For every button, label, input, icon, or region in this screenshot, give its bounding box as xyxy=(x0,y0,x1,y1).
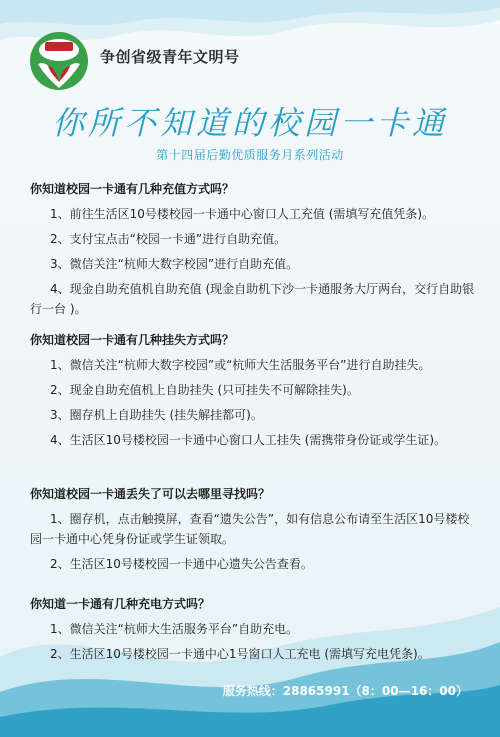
faq-item: 1、微信关注“杭师大生活服务平台”自助充电。 xyxy=(50,622,299,636)
faq-item: 2、现金自助充值机上自助挂失 (只可挂失不可解除挂失)。 xyxy=(50,383,359,397)
service-hotline: 服务热线：28865991（8：00—16：00） xyxy=(222,684,468,698)
faq-item: 1、圈存机，点击触摸屏，查看“遗失公告”，如有信息公布请至生活区10号楼校园一卡通中心凭身份证或学生证领取。 xyxy=(30,512,470,546)
faq-item: 1、前往生活区10号楼校园一卡通中心窗口人工充值 (需填写充值凭条)。 xyxy=(50,207,435,221)
faq-item: 4、现金自助充值机自助充值 (现金自助机下沙一卡通服务大厅两台，交行自助银行一台 )。 xyxy=(30,282,475,316)
faq-section-report-loss xyxy=(30,331,446,455)
faq-question: 你知道校园一卡通丢失了可以去哪里寻找吗？ xyxy=(30,487,271,501)
faq-item: 2、支付宝点击“校园一卡通”进行自助充值。 xyxy=(50,232,287,246)
faq-item: 3、圈存机上自助挂失 (挂失解挂都可)。 xyxy=(50,408,263,422)
faq-item: 2、生活区10号楼校园一卡通中心遗失公告查看。 xyxy=(50,557,313,571)
faq-question: 你知道一卡通有几种充电方式吗？ xyxy=(30,597,211,611)
page-title: 你所不知道的校园一卡通 xyxy=(51,104,448,142)
faq-section-electricity xyxy=(30,595,430,669)
faq-question: 你知道校园一卡通有几种挂失方式吗？ xyxy=(30,333,235,347)
faq-item: 3、微信关注“杭师大数字校园”进行自助充值。 xyxy=(50,257,299,271)
faq-item: 4、生活区10号楼校园一卡通中心窗口人工挂失 (需携带身份证或学生证)。 xyxy=(50,433,447,447)
page-subtitle: 第十四届后勤优质服务月系列活动 xyxy=(156,148,344,162)
faq-question: 你知道校园一卡通有几种充值方式吗？ xyxy=(30,182,235,196)
green-leaf-emblem-icon xyxy=(28,30,90,92)
brand-name: 争创省级青年文明号 xyxy=(100,48,240,66)
faq-section-lost-card xyxy=(30,485,475,579)
faq-section-recharge xyxy=(30,180,475,324)
faq-item: 2、生活区10号楼校园一卡通中心1号窗口人工充电 (需填写充电凭条)。 xyxy=(50,647,430,661)
faq-item: 1、微信关注“杭师大数字校园”或“杭师大生活服务平台”进行自助挂失。 xyxy=(50,358,431,372)
